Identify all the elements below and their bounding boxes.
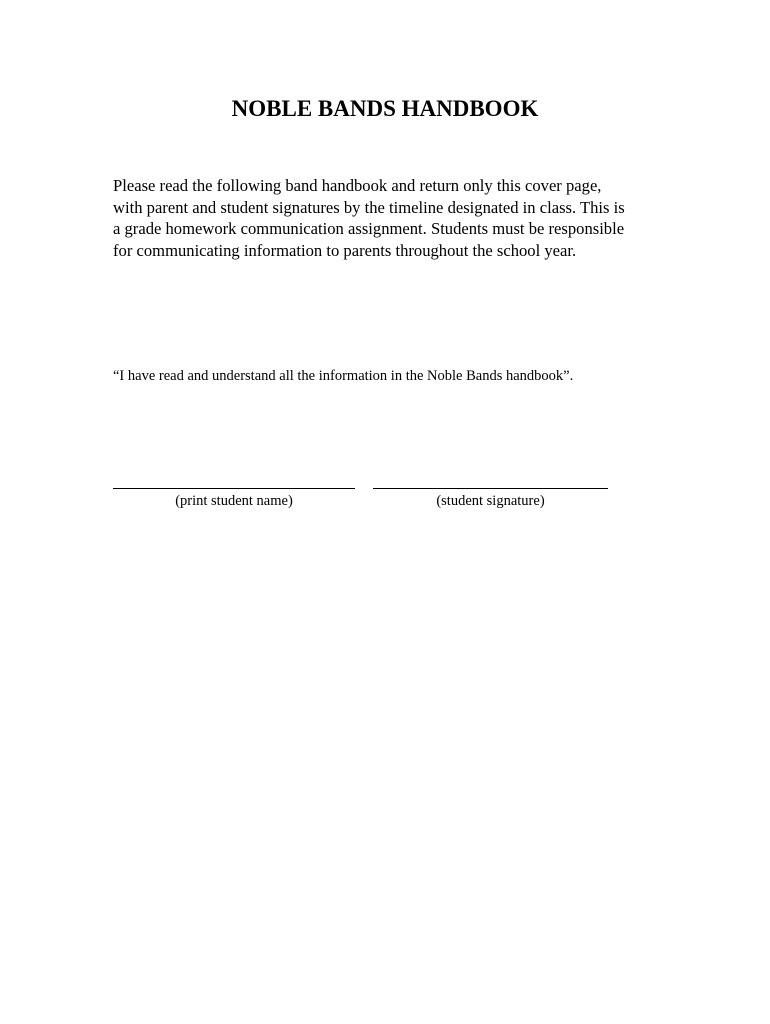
intro-paragraph xyxy=(113,175,673,261)
intro-line: with parent and student signatures by the timeline designated in class. This is xyxy=(113,197,625,217)
student-name-line[interactable] xyxy=(113,488,355,489)
student-name-caption: (print student name) xyxy=(175,493,293,509)
intro-line: a grade homework communication assignment. Students must be responsible xyxy=(113,219,625,238)
intro-line: Please read the following band handbook and return only this cover page, xyxy=(113,176,602,195)
intro-line: for communicating information to parents throughout the school year. xyxy=(113,240,577,260)
student-name-field[interactable] xyxy=(113,488,355,510)
student-signature-caption: (student signature) xyxy=(436,493,545,509)
page-title: NOBLE BANDS HANDBOOK xyxy=(231,96,539,121)
acknowledgement-statement: “I have read and understand all the information in the Noble Bands handbook”. xyxy=(113,368,574,384)
student-signature-field[interactable] xyxy=(373,488,608,510)
student-signature-line[interactable] xyxy=(373,488,608,489)
